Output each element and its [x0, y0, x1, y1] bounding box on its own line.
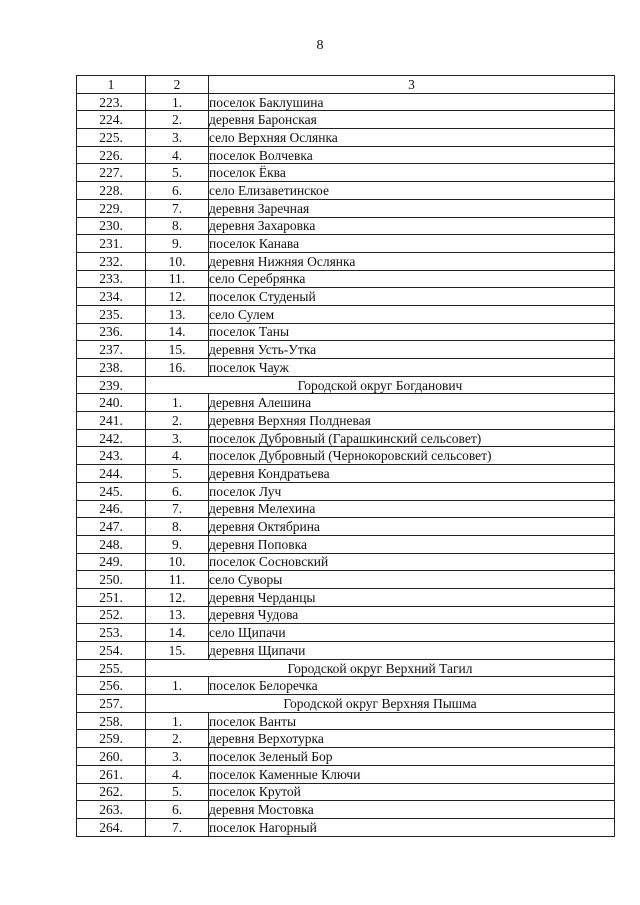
- row-subnumber: 6.: [146, 182, 209, 200]
- table-row: [77, 553, 615, 571]
- table-row: [77, 482, 615, 500]
- row-subnumber: 8.: [146, 217, 209, 235]
- table-row: [77, 146, 615, 164]
- row-number: 263.: [77, 801, 146, 819]
- row-number: 234.: [77, 288, 146, 306]
- row-subnumber: 1.: [146, 712, 209, 730]
- column-header-subnumber: 2: [146, 76, 209, 94]
- row-subnumber: 1.: [146, 93, 209, 111]
- settlement-name: деревня Чудова: [209, 606, 615, 624]
- row-number: 224.: [77, 111, 146, 129]
- table-row: [77, 818, 615, 836]
- row-number: 232.: [77, 252, 146, 270]
- settlement-name: деревня Верхняя Полдневая: [209, 412, 615, 430]
- row-number: 242.: [77, 429, 146, 447]
- header-row: [77, 76, 615, 94]
- table-row: [77, 412, 615, 430]
- section-title: Городской округ Богданович: [146, 376, 615, 394]
- table-row: [77, 93, 615, 111]
- table-row: [77, 500, 615, 518]
- row-number: 238.: [77, 359, 146, 377]
- settlement-name: деревня Щипачи: [209, 642, 615, 660]
- row-number: 226.: [77, 146, 146, 164]
- table-row: [77, 783, 615, 801]
- settlements-table: [76, 75, 615, 837]
- settlement-name: деревня Верхотурка: [209, 730, 615, 748]
- row-subnumber: 3.: [146, 748, 209, 766]
- table-row: [77, 270, 615, 288]
- row-subnumber: 15.: [146, 341, 209, 359]
- row-subnumber: 12.: [146, 588, 209, 606]
- row-subnumber: 3.: [146, 129, 209, 147]
- table-row: [77, 801, 615, 819]
- row-number: 257.: [77, 695, 146, 713]
- table-row: [77, 571, 615, 589]
- row-subnumber: 11.: [146, 571, 209, 589]
- table-row: [77, 447, 615, 465]
- column-header-name: 3: [209, 76, 615, 94]
- row-number: 259.: [77, 730, 146, 748]
- row-subnumber: 4.: [146, 447, 209, 465]
- table-row: [77, 217, 615, 235]
- row-number: 254.: [77, 642, 146, 660]
- row-subnumber: 14.: [146, 624, 209, 642]
- row-subnumber: 15.: [146, 642, 209, 660]
- row-number: 233.: [77, 270, 146, 288]
- section-row: [77, 659, 615, 677]
- settlement-name: село Серебрянка: [209, 270, 615, 288]
- row-number: 249.: [77, 553, 146, 571]
- row-subnumber: 13.: [146, 606, 209, 624]
- row-subnumber: 3.: [146, 429, 209, 447]
- table-row: [77, 394, 615, 412]
- settlement-name: поселок Чауж: [209, 359, 615, 377]
- row-subnumber: 7.: [146, 199, 209, 217]
- row-number: 253.: [77, 624, 146, 642]
- row-subnumber: 10.: [146, 252, 209, 270]
- row-number: 237.: [77, 341, 146, 359]
- table-row: [77, 323, 615, 341]
- row-subnumber: 13.: [146, 305, 209, 323]
- row-number: 243.: [77, 447, 146, 465]
- column-header-number: 1: [77, 76, 146, 94]
- row-number: 245.: [77, 482, 146, 500]
- row-subnumber: 4.: [146, 146, 209, 164]
- table-row: [77, 252, 615, 270]
- settlement-name: поселок Баклушина: [209, 93, 615, 111]
- settlement-name: поселок Луч: [209, 482, 615, 500]
- row-subnumber: 2.: [146, 730, 209, 748]
- row-number: 239.: [77, 376, 146, 394]
- table-row: [77, 429, 615, 447]
- settlement-name: деревня Октябрина: [209, 518, 615, 536]
- row-subnumber: 1.: [146, 394, 209, 412]
- row-subnumber: 6.: [146, 482, 209, 500]
- row-number: 228.: [77, 182, 146, 200]
- settlement-name: деревня Нижняя Ослянка: [209, 252, 615, 270]
- row-subnumber: 9.: [146, 535, 209, 553]
- settlement-name: поселок Ёква: [209, 164, 615, 182]
- settlement-name: поселок Студеный: [209, 288, 615, 306]
- row-number: 264.: [77, 818, 146, 836]
- table-row: [77, 164, 615, 182]
- row-number: 247.: [77, 518, 146, 536]
- row-subnumber: 2.: [146, 111, 209, 129]
- row-number: 261.: [77, 765, 146, 783]
- table-row: [77, 111, 615, 129]
- row-number: 248.: [77, 535, 146, 553]
- table-row: [77, 712, 615, 730]
- table-row: [77, 624, 615, 642]
- settlement-name: деревня Поповка: [209, 535, 615, 553]
- settlement-name: поселок Зеленый Бор: [209, 748, 615, 766]
- table-header: [77, 76, 615, 94]
- settlement-name: поселок Каменные Ключи: [209, 765, 615, 783]
- settlement-name: деревня Алешина: [209, 394, 615, 412]
- settlement-name: село Сулем: [209, 305, 615, 323]
- table-row: [77, 606, 615, 624]
- row-number: 251.: [77, 588, 146, 606]
- table-row: [77, 642, 615, 660]
- table-row: [77, 730, 615, 748]
- section-title: Городской округ Верхняя Пышма: [146, 695, 615, 713]
- table-row: [77, 748, 615, 766]
- settlement-name: деревня Черданцы: [209, 588, 615, 606]
- row-number: 262.: [77, 783, 146, 801]
- row-number: 236.: [77, 323, 146, 341]
- settlement-name: поселок Сосновский: [209, 553, 615, 571]
- table-row: [77, 465, 615, 483]
- row-number: 258.: [77, 712, 146, 730]
- row-subnumber: 4.: [146, 765, 209, 783]
- row-number: 255.: [77, 659, 146, 677]
- row-number: 241.: [77, 412, 146, 430]
- row-number: 229.: [77, 199, 146, 217]
- settlement-name: село Верхняя Ослянка: [209, 129, 615, 147]
- row-subnumber: 8.: [146, 518, 209, 536]
- table-body: [77, 93, 615, 836]
- section-row: [77, 695, 615, 713]
- row-subnumber: 12.: [146, 288, 209, 306]
- row-number: 227.: [77, 164, 146, 182]
- table-row: [77, 129, 615, 147]
- row-subnumber: 5.: [146, 164, 209, 182]
- table-row: [77, 359, 615, 377]
- settlement-name: поселок Канава: [209, 235, 615, 253]
- table-row: [77, 588, 615, 606]
- row-subnumber: 10.: [146, 553, 209, 571]
- settlement-name: деревня Заречная: [209, 199, 615, 217]
- settlement-name: поселок Волчевка: [209, 146, 615, 164]
- row-subnumber: 5.: [146, 465, 209, 483]
- row-number: 240.: [77, 394, 146, 412]
- row-subnumber: 7.: [146, 500, 209, 518]
- table-row: [77, 235, 615, 253]
- row-subnumber: 9.: [146, 235, 209, 253]
- settlement-name: поселок Таны: [209, 323, 615, 341]
- row-number: 230.: [77, 217, 146, 235]
- settlement-name: поселок Дубровный (Чернокоровский сельсовет): [209, 447, 615, 465]
- row-subnumber: 14.: [146, 323, 209, 341]
- row-subnumber: 1.: [146, 677, 209, 695]
- row-number: 223.: [77, 93, 146, 111]
- row-number: 244.: [77, 465, 146, 483]
- table-row: [77, 677, 615, 695]
- settlement-name: поселок Нагорный: [209, 818, 615, 836]
- row-number: 235.: [77, 305, 146, 323]
- settlement-name: село Щипачи: [209, 624, 615, 642]
- row-subnumber: 11.: [146, 270, 209, 288]
- table-row: [77, 288, 615, 306]
- table-row: [77, 199, 615, 217]
- row-subnumber: 6.: [146, 801, 209, 819]
- settlement-name: поселок Белоречка: [209, 677, 615, 695]
- row-subnumber: 7.: [146, 818, 209, 836]
- row-number: 246.: [77, 500, 146, 518]
- settlement-name: село Суворы: [209, 571, 615, 589]
- settlement-name: деревня Захаровка: [209, 217, 615, 235]
- table-row: [77, 765, 615, 783]
- row-subnumber: 16.: [146, 359, 209, 377]
- settlement-name: деревня Мостовка: [209, 801, 615, 819]
- row-number: 231.: [77, 235, 146, 253]
- table-row: [77, 518, 615, 536]
- settlement-name: деревня Усть-Утка: [209, 341, 615, 359]
- page-number: 8: [316, 38, 324, 53]
- row-subnumber: 5.: [146, 783, 209, 801]
- table-row: [77, 305, 615, 323]
- section-title: Городской округ Верхний Тагил: [146, 659, 615, 677]
- table-row: [77, 182, 615, 200]
- table-row: [77, 341, 615, 359]
- settlement-name: село Елизаветинское: [209, 182, 615, 200]
- row-number: 252.: [77, 606, 146, 624]
- settlement-name: поселок Крутой: [209, 783, 615, 801]
- settlement-name: поселок Ванты: [209, 712, 615, 730]
- row-number: 250.: [77, 571, 146, 589]
- section-row: [77, 376, 615, 394]
- settlement-name: поселок Дубровный (Гарашкинский сельсовет): [209, 429, 615, 447]
- table-row: [77, 535, 615, 553]
- settlement-name: деревня Баронская: [209, 111, 615, 129]
- row-number: 225.: [77, 129, 146, 147]
- settlement-name: деревня Мелехина: [209, 500, 615, 518]
- row-number: 256.: [77, 677, 146, 695]
- row-number: 260.: [77, 748, 146, 766]
- row-subnumber: 2.: [146, 412, 209, 430]
- settlement-name: деревня Кондратьева: [209, 465, 615, 483]
